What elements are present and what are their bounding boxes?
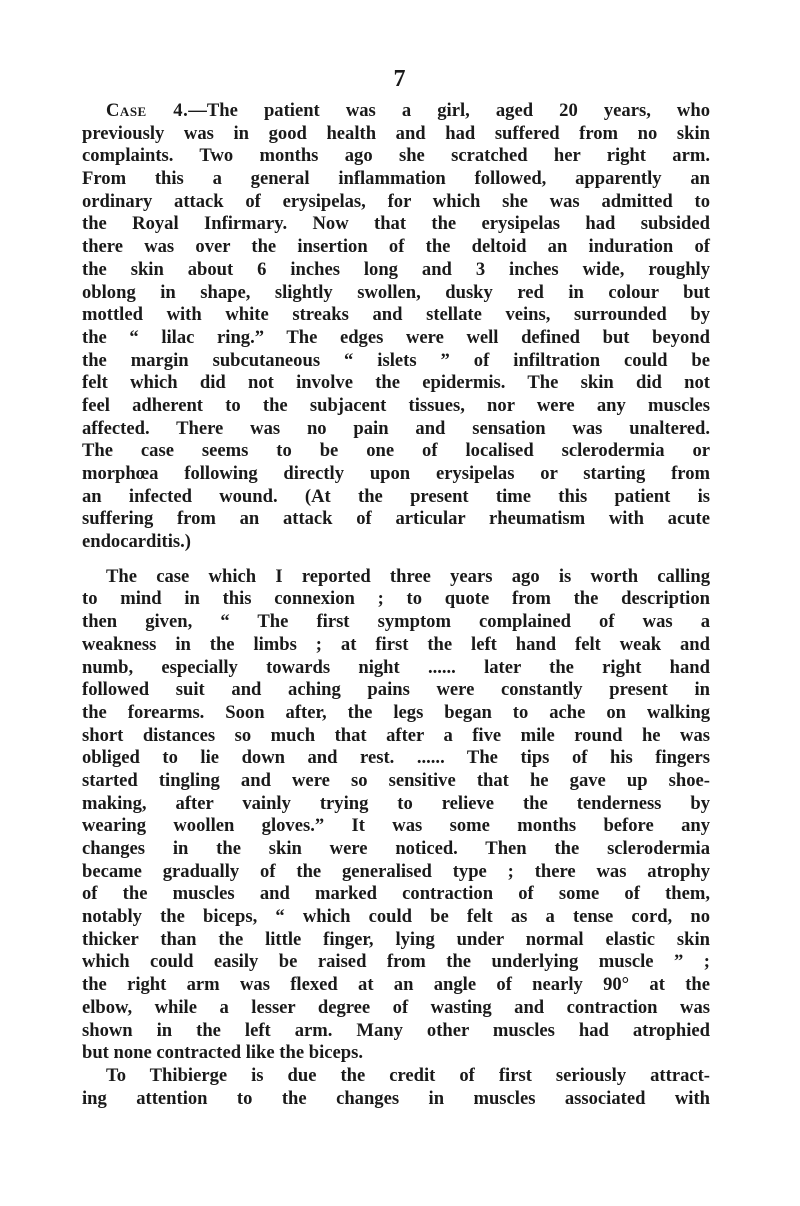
text-line: the forearms. Soon after, the legs began to ache on walking: [82, 701, 710, 723]
text-line: there was over the insertion of the deltoid an induration of: [82, 236, 710, 258]
text-line: of the muscles and marked contraction of some of them,: [82, 883, 710, 905]
text-line: then given, “ The first symptom complained of was a: [82, 611, 710, 633]
text-line: previously was in good health and had suffered from no skin: [82, 122, 710, 144]
text-line: the margin subcutaneous “ islets ” of infiltration could be: [82, 349, 710, 371]
text-line: feel adherent to the subjacent tissues, nor were any muscles: [82, 394, 710, 416]
text-line: ordinary attack of erysipelas, for which she was admitted to: [82, 190, 710, 212]
text-line: endocarditis.): [82, 531, 191, 553]
text-line: which could easily be raised from the underlying muscle ” ;: [82, 951, 710, 973]
text-line: mottled with white streaks and stellate veins, surrounded by: [82, 304, 710, 326]
text-line: changes in the skin were noticed. Then the sclerodermia: [82, 838, 710, 859]
text-line: shown in the left arm. Many other muscles had atrophied: [82, 1019, 710, 1041]
body-text: [82, 100, 710, 1110]
text-line: the Royal Infirmary. Now that the erysipelas had subsided: [82, 213, 710, 235]
paragraph-thibierge: [82, 1065, 710, 1110]
page-number: 7: [393, 66, 407, 92]
paragraph-previous-case: [82, 566, 710, 1065]
text-line: The case which I reported three years ago is worth calling: [106, 565, 710, 587]
text-line: notably the biceps, “ which could be felt as a tense cord, no: [82, 906, 710, 928]
text-line: started tingling and were so sensitive that he gave up shoe-: [82, 769, 710, 791]
text-line: an infected wound. (At the present time this patient is: [82, 485, 710, 507]
text-line: felt which did not involve the epidermis. The skin did not: [82, 372, 710, 394]
text-line: obliged to lie down and rest. ...... The tips of his fingers: [82, 747, 710, 769]
text-line: To Thibierge is due the credit of first seriously attract-: [106, 1064, 710, 1086]
text-line: to mind in this connexion ; to quote from the description: [82, 588, 710, 610]
text-line: affected. There was no pain and sensation was unaltered.: [82, 417, 710, 439]
text-line: The case seems to be one of localised sclerodermia or: [82, 440, 710, 462]
text-line: ing attention to the changes in muscles associated with: [82, 1087, 710, 1109]
text-line: making, after vainly trying to relieve the tenderness by: [82, 792, 710, 814]
text-line: wearing woollen gloves.” It was some months before any: [82, 815, 710, 837]
text-line: weakness in the limbs ; at first the left hand felt weak and: [82, 633, 710, 655]
text-line: followed suit and aching pains were constantly present in: [82, 679, 710, 701]
text-line: morphœa following directly upon erysipelas or starting from: [82, 463, 710, 484]
paragraph-gap: [82, 554, 710, 566]
text-line: thicker than the little finger, lying under normal elastic skin: [82, 928, 710, 950]
text-line: suffering from an attack of articular rheumatism with acute: [82, 508, 710, 530]
text-line: but none contracted like the biceps.: [82, 1042, 363, 1064]
text-line: short distances so much that after a five mile round he was: [82, 724, 710, 746]
paragraph-case-4: [82, 100, 710, 554]
text-line: the skin about 6 inches long and 3 inches wide, roughly: [82, 258, 710, 280]
text-line: the “ lilac ring.” The edges were well defined but beyond: [82, 326, 710, 348]
text-line: elbow, while a lesser degree of wasting and contraction was: [82, 996, 710, 1018]
text-line: complaints. Two months ago she scratched her right arm.: [82, 145, 710, 167]
text-line: became gradually of the generalised type ; there was atrophy: [82, 860, 710, 882]
text-line: [82, 100, 710, 123]
text-line: oblong in shape, slightly swollen, dusky red in colour but: [82, 281, 710, 303]
text-line: the right arm was flexed at an angle of nearly 90° at the: [82, 974, 710, 996]
text-line: numb, especially towards night ...... later the right hand: [82, 656, 710, 678]
text-line-content: —The patient was a girl, aged 20 years, who: [188, 100, 710, 121]
text-line: From this a general inflammation followed, apparently an: [82, 168, 710, 190]
case-label: Case 4.: [106, 100, 189, 121]
